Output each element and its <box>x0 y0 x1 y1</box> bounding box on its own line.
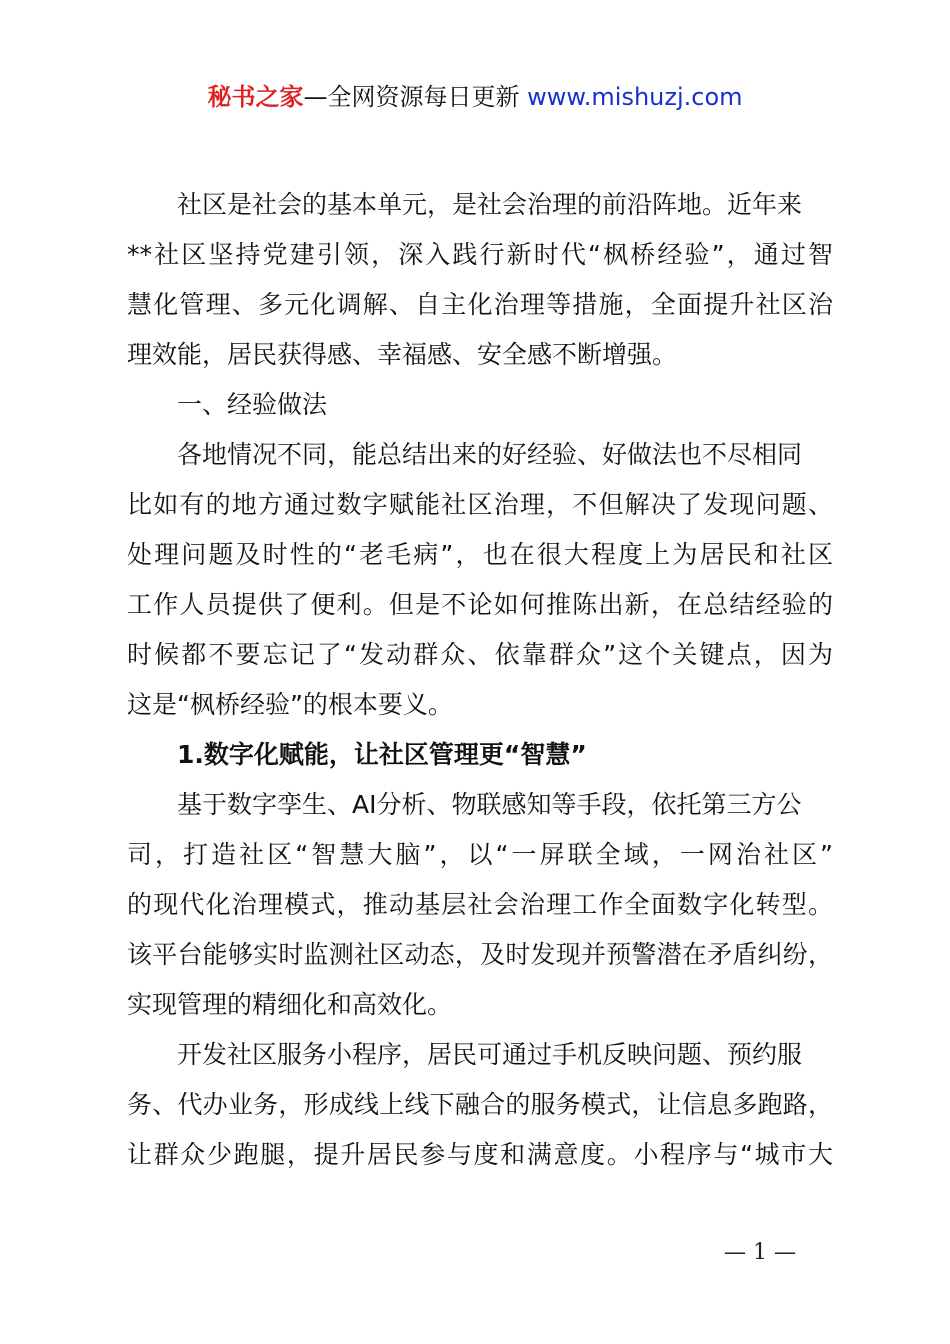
site-brand: 秘书之家 <box>207 83 304 111</box>
document-body <box>127 180 833 1180</box>
paragraph-line: 让群众少跑腿，提升居民参与度和满意度。小程序与“城市大 <box>127 1140 833 1169</box>
paragraph-line: 基于数字孪生、AI分析、物联感知等手段，依托第三方公 <box>177 790 802 819</box>
paragraph-line: 慧化管理、多元化调解、自主化治理等措施，全面提升社区治 <box>127 290 833 319</box>
site-slogan: —全网资源每日更新 <box>303 83 528 111</box>
paragraph-line: 工作人员提供了便利。但是不论如何推陈出新，在总结经验的 <box>127 590 833 619</box>
page-number: — 1 — <box>724 1240 796 1265</box>
paragraph-line: 这是“枫桥经验”的根本要义。 <box>127 690 453 719</box>
section-heading: 一、经验做法 <box>177 390 328 419</box>
paragraph-line: 比如有的地方通过数字赋能社区治理，不但解决了发现问题、 <box>127 490 833 519</box>
paragraph-line: 该平台能够实时监测社区动态，及时发现并预警潜在矛盾纠纷， <box>127 940 833 969</box>
paragraph-line: 处理问题及时性的“老毛病”，也在很大程度上为居民和社区 <box>127 540 833 569</box>
page-header <box>0 80 950 114</box>
paragraph-line: **社区坚持党建引领，深入践行新时代“枫桥经验”，通过智 <box>127 240 833 269</box>
paragraph-line: 务、代办业务，形成线上线下融合的服务模式，让信息多跑路， <box>127 1090 833 1119</box>
paragraph-line: 社区是社会的基本单元，是社会治理的前沿阵地。近年来 <box>177 190 803 219</box>
paragraph-line: 的现代化治理模式，推动基层社会治理工作全面数字化转型。 <box>127 890 833 919</box>
paragraph-line: 司，打造社区“智慧大脑”，以“一屏联全域，一网治社区” <box>127 840 833 869</box>
paragraph-line: 各地情况不同，能总结出来的好经验、好做法也不尽相同 <box>177 440 803 469</box>
paragraph-line: 实现管理的精细化和高效化。 <box>127 990 453 1019</box>
paragraph-line: 开发社区服务小程序，居民可通过手机反映问题、预约服 <box>177 1040 803 1069</box>
subsection-heading: 1.数字化赋能，让社区管理更“智慧” <box>177 740 587 769</box>
paragraph-line: 理效能，居民获得感、幸福感、安全感不断增强。 <box>127 340 678 369</box>
site-url-link[interactable]: www.mishuzj.com <box>527 83 743 111</box>
paragraph-line: 时候都不要忘记了“发动群众、依靠群众”这个关键点，因为 <box>127 640 833 669</box>
